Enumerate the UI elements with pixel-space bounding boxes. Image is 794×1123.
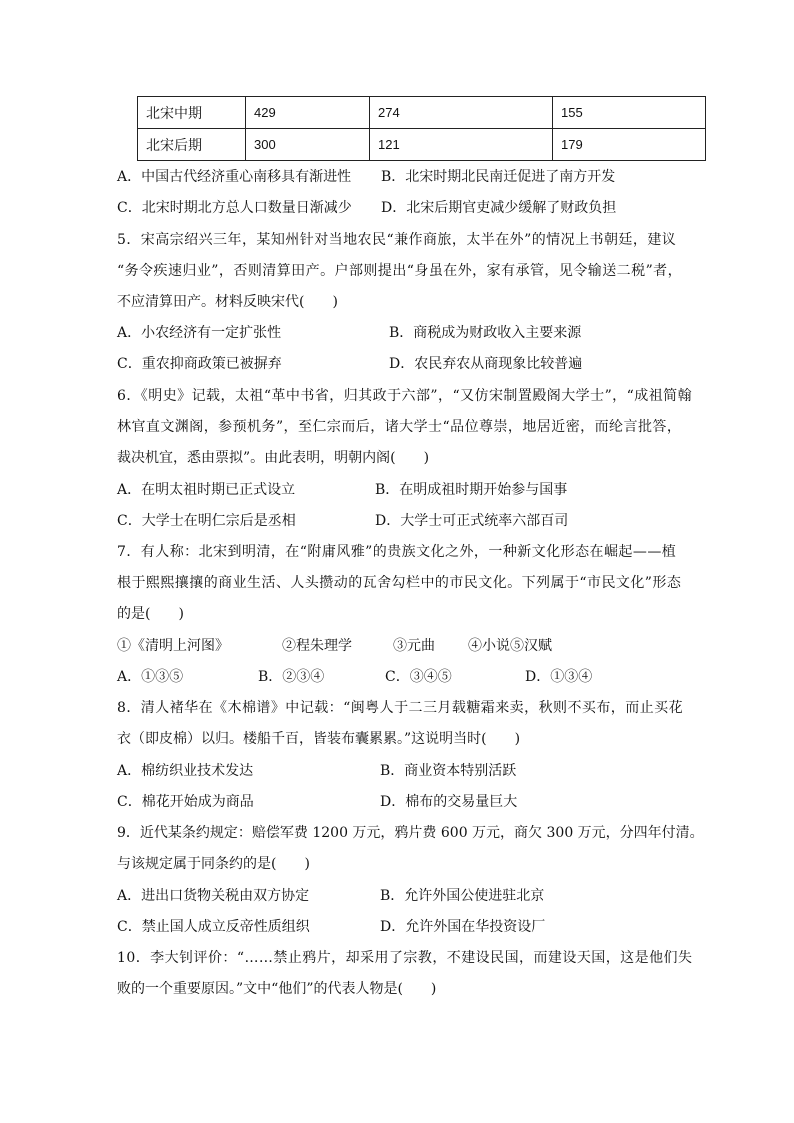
population-table	[137, 96, 706, 161]
table-cell: 179	[553, 129, 706, 161]
q7-item-2: ②程朱理学	[282, 638, 352, 654]
q6-option-b: B．在明成祖时期开始参与国事	[375, 482, 568, 498]
q6-option-d: D．大学士可正式统率六部百司	[375, 513, 569, 529]
q8-option-d: D．棉布的交易量巨大	[380, 794, 518, 810]
table-cell: 北宋中期	[138, 97, 246, 129]
q9-option-a: A．进出口货物关税由双方协定	[117, 888, 310, 904]
q5-option-c: C．重农抑商政策已被摒弃	[117, 356, 282, 372]
q4-option-a: A．中国古代经济重心南移具有渐进性	[117, 169, 352, 185]
q7-item-1: ①《清明上河图》	[117, 638, 229, 654]
table-cell: 300	[246, 129, 370, 161]
q4-option-b: B．北宋时期北民南迁促进了南方开发	[381, 169, 616, 185]
q8-option-c: C．棉花开始成为商品	[117, 794, 254, 810]
q5-option-d: D．农民弃农从商现象比较普遍	[389, 356, 583, 372]
q6-option-c: C．大学士在明仁宗后是丞相	[117, 513, 296, 529]
q10-stem-line2: 败的一个重要原因。”文中“他们”的代表人物是( )	[117, 981, 437, 997]
q9-stem-line1: 9．近代某条约规定：赔偿军费 1200 万元，鸦片费 600 万元，商欠 300 万元，分四年付清。	[117, 825, 704, 841]
q5-stem-line1: 5．宋高宗绍兴三年，某知州针对当地农民“兼作商旅，太半在外”的情况上书朝廷，建议	[117, 232, 677, 248]
q8-stem-line1: 8．清人褚华在《木棉谱》中记载：“闽粤人于二三月载糖霜来卖，秋则不买布，而止买花	[117, 700, 684, 716]
table-row	[138, 129, 706, 161]
q7-stem-line1: 7．有人称：北宋到明清，在“附庸风雅”的贵族文化之外，一种新文化形态在崛起——植	[117, 544, 677, 560]
q6-option-a: A．在明太祖时期已正式设立	[117, 482, 296, 498]
q9-option-d: D．允许外国在华投资设厂	[380, 919, 546, 935]
q7-stem-line3: 的是( )	[117, 606, 184, 622]
q9-stem-line2: 与该规定属于同条约的是( )	[117, 856, 310, 872]
q9-option-c: C．禁止国人成立反帝性质组织	[117, 919, 310, 935]
q7-option-b: B．②③④	[258, 669, 325, 685]
table-cell: 274	[370, 97, 553, 129]
table-cell: 155	[553, 97, 706, 129]
q7-option-d: D．①③④	[525, 669, 593, 685]
q9-option-b: B．允许外国公使进驻北京	[380, 888, 545, 904]
q6-stem-line3: 裁决机宜，悉由票拟”。由此表明，明朝内阁( )	[117, 450, 430, 466]
q6-stem-line2: 林官直文渊阁，参预机务”，至仁宗而后，诸大学士“品位尊崇，地居近密，而纶言批答，	[117, 419, 682, 435]
q5-option-a: A．小农经济有一定扩张性	[117, 325, 282, 341]
q7-stem-line2: 根于熙熙攘攘的商业生活、人头攒动的瓦舍勾栏中的市民文化。下列属于“市民文化”形态	[117, 575, 682, 591]
q5-stem-line3: 不应清算田产。材料反映宋代( )	[117, 294, 338, 310]
q7-item-4: ④小说⑤汉赋	[468, 638, 552, 654]
q10-stem-line1: 10．李大钊评价：“……禁止鸦片，却采用了宗教，不建设民国，而建设天国，这是他们失	[117, 950, 693, 966]
q7-item-3: ③元曲	[393, 638, 435, 654]
q5-option-b: B．商税成为财政收入主要来源	[389, 325, 582, 341]
q8-option-a: A．棉纺织业技术发达	[117, 763, 254, 779]
q8-option-b: B．商业资本特别活跃	[380, 763, 517, 779]
q7-option-c: C．③④⑤	[385, 669, 452, 685]
table-row	[138, 97, 706, 129]
table-cell: 429	[246, 97, 370, 129]
q4-option-d: D．北宋后期官吏减少缓解了财政负担	[381, 200, 617, 216]
q5-stem-line2: “务令疾速归业”，否则清算田产。户部则提出“身虽在外，家有承管，见令输送二税”者，	[117, 263, 683, 279]
table-cell: 121	[370, 129, 553, 161]
q6-stem-line1: 6．《明史》记载，太祖“革中书省，归其政于六部”，“又仿宋制置殿阁大学士”，“成祖简翰	[117, 388, 693, 404]
q4-option-c: C．北宋时期北方总人口数量日渐减少	[117, 200, 352, 216]
table-cell: 北宋后期	[138, 129, 246, 161]
q7-option-a: A．①③⑤	[117, 669, 184, 685]
q8-stem-line2: 衣（即皮棉）以归。楼船千百，皆装布囊累累。”这说明当时( )	[117, 731, 521, 747]
